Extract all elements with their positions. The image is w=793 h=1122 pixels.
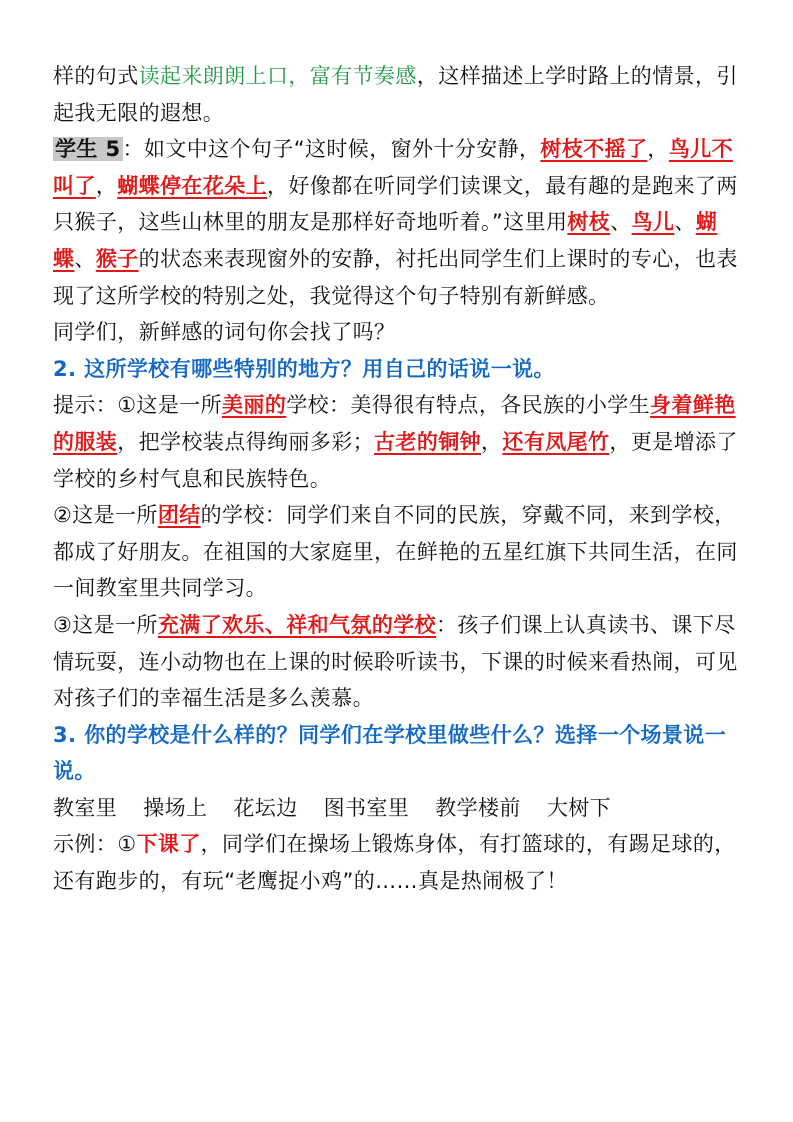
keyword-birds: 鸟儿 [631,210,675,235]
keyword-colorful-clothes: 身着鲜艳的服装 [53,393,736,454]
green-highlight-text: 读起来朗朗上口，富有节奏感 [138,64,417,88]
paragraph-intro-continued: 样的句式读起来朗朗上口，富有节奏感，这样描述上学时路上的情景，引起我无限的遐想。 [53,64,738,125]
keyword-phoenix-bamboo: 还有凤尾竹 [502,429,610,454]
scene-option: 教学楼前 [435,795,521,820]
document-page [53,58,753,900]
scene-option: 花坛边 [233,795,298,820]
scene-option: 大树下 [546,795,612,820]
keyword-monkeys: 猴子 [95,246,139,271]
keyword-butterflies-rest: 蝴蝶停在花朵上 [117,173,268,198]
keyword-branches: 树枝 [567,210,611,235]
question-2-heading: 2. 这所学校有哪些特别的地方？用自己的话说一说。 [53,356,555,381]
keyword-butterflies: 蝴蝶 [53,210,718,271]
scene-option: 教室里 [53,795,118,820]
keyword-birds-silent: 鸟儿不叫了 [53,137,734,198]
scene-options [53,790,753,827]
tip-2-paragraph: ②这是一所团结的学校：同学们来自不同的民族，穿戴不同，来到学校，都成了好朋友。在祖国的大家庭里，在鲜艳的五星红旗下共同生活，在同一间教室里共同学习。 [53,503,738,601]
tip-1-paragraph: 提示：①这是一所美丽的学校：美得很有特点，各民族的小学生身着鲜艳的服装，把学校装点得绚丽多彩；古老的铜钟，还有凤尾竹，更是增添了学校的乡村气息和民族特色。 [53,393,738,491]
example-paragraph: 示例：①下课了，同学们在操场上锻炼身体，有打篮球的，有踢足球的，还有跑步的，有玩“老鹰捉小鸡”的……真是热闹极了！ [53,832,736,894]
keyword-beautiful: 美丽的 [222,393,287,418]
paragraph-question-prompt: 同学们，新鲜感的词句你会找了吗？ [53,320,396,345]
keyword-joyful-school: 充满了欢乐、祥和气氛的学校 [157,612,437,637]
tip-3-paragraph: ③这是一所充满了欢乐、祥和气氛的学校：孩子们课上认真读书、课下尽情玩耍，连小动物也在上课的时候聆听读书，下课的时候来看热闹，可见对孩子们的幸福生活是多么羡慕。 [53,612,738,711]
keyword-old-bell: 古老的铜钟 [374,429,482,454]
paragraph-student-5: 学生 5：如文中这个句子“这时候，窗外十分安静，树枝不摇了，鸟儿不叫了，蝴蝶停在花朵上，好像都在听同学们读课文，最有趣的是跑来了两只猴子，这些山林里的朋友是那样好奇地听着。”这里用树枝、鸟儿、蝴蝶、猴子的状态来表现窗外的安静，衬托出同学生们上课时的专心，也表现了这所学校的特别之处，我觉得这个句子特别有新鲜感。 [53,137,738,308]
question-3-heading: 3. 你的学校是什么样的？同学们在学校里做些什么？选择一个场景说一说。 [53,722,727,784]
student-label: 学生 5 [55,137,121,162]
keyword-after-class: 下课了 [136,832,201,857]
scene-option: 操场上 [143,795,208,820]
keyword-branches-still: 树枝不摇了 [540,137,648,162]
keyword-united: 团结 [157,503,201,528]
scene-option: 图书室里 [323,795,410,820]
